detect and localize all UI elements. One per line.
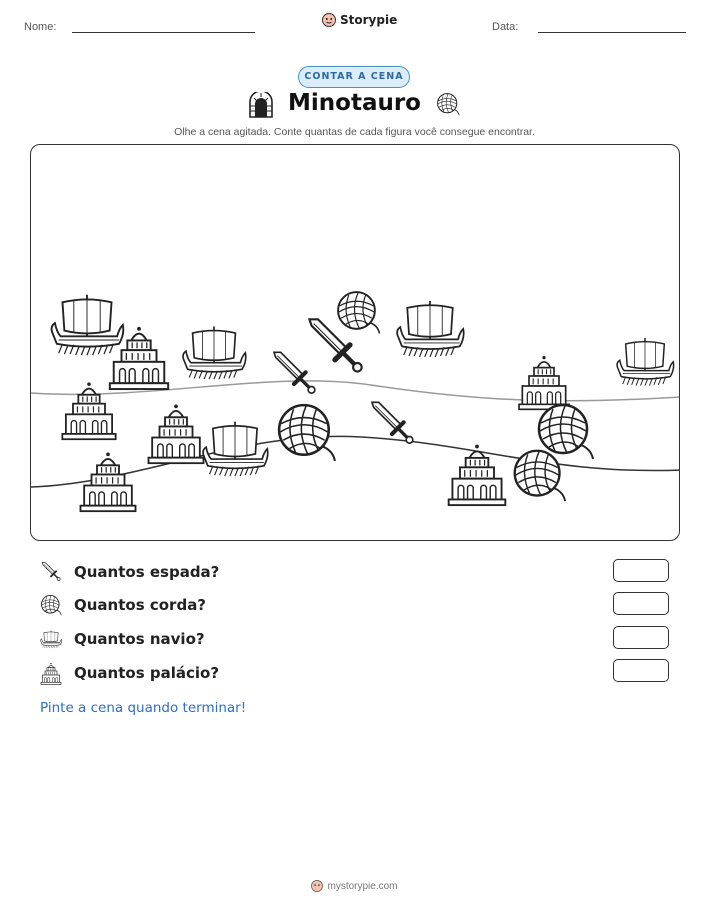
- palace-figure: [77, 447, 139, 513]
- question-swords: [40, 561, 219, 583]
- sword-figure: [269, 349, 319, 399]
- palace-icon: [40, 661, 62, 685]
- brand-name: Storypie: [340, 13, 398, 27]
- storypie-logo-icon: [311, 880, 323, 892]
- question-text: Quantos corda?: [74, 596, 207, 614]
- date-label: Data:: [492, 21, 519, 33]
- instructions: Olhe a cena agitada. Conte quantas de cada figura você consegue encontrar.: [174, 126, 535, 138]
- palace-figure: [59, 377, 119, 441]
- storypie-logo-icon: [322, 13, 336, 27]
- footer: [0, 880, 709, 892]
- question-palaces: [40, 661, 219, 685]
- ship-icon: [40, 628, 62, 650]
- ship-figure: [615, 335, 675, 387]
- ship-figure: [181, 323, 247, 381]
- activity-badge: CONTAR A CENA: [298, 66, 410, 88]
- question-ropes: [40, 594, 206, 616]
- palace-figure: [445, 439, 509, 507]
- ship-figure: [201, 417, 269, 479]
- brand-logo: [322, 13, 397, 27]
- yarn-ball-icon: [434, 92, 462, 116]
- yarn-figure: [335, 289, 381, 335]
- sword-icon: [40, 561, 62, 583]
- answer-box-ropes[interactable]: [613, 592, 669, 615]
- date-line[interactable]: [538, 32, 686, 33]
- yarn-ball-icon: [40, 594, 62, 616]
- footer-url[interactable]: mystorypie.com: [327, 880, 398, 892]
- yarn-figure: [275, 401, 337, 463]
- answer-box-palaces[interactable]: [613, 659, 669, 682]
- page-title: Minotauro: [288, 90, 421, 116]
- question-text: Quantos espada?: [74, 563, 220, 581]
- name-label: Nome:: [24, 21, 57, 33]
- answer-box-ships[interactable]: [613, 626, 669, 649]
- name-line[interactable]: [72, 32, 255, 33]
- coloring-instruction: Pinte a cena quando terminar!: [40, 700, 247, 716]
- yarn-figure: [511, 447, 567, 503]
- answer-box-swords[interactable]: [613, 559, 669, 582]
- counting-scene: [30, 144, 680, 541]
- palace-figure: [145, 399, 207, 465]
- sword-figure: [367, 399, 417, 449]
- ship-figure: [395, 297, 465, 359]
- question-text: Quantos palácio?: [74, 664, 220, 682]
- question-text: Quantos navio?: [74, 630, 205, 648]
- question-ships: [40, 628, 205, 650]
